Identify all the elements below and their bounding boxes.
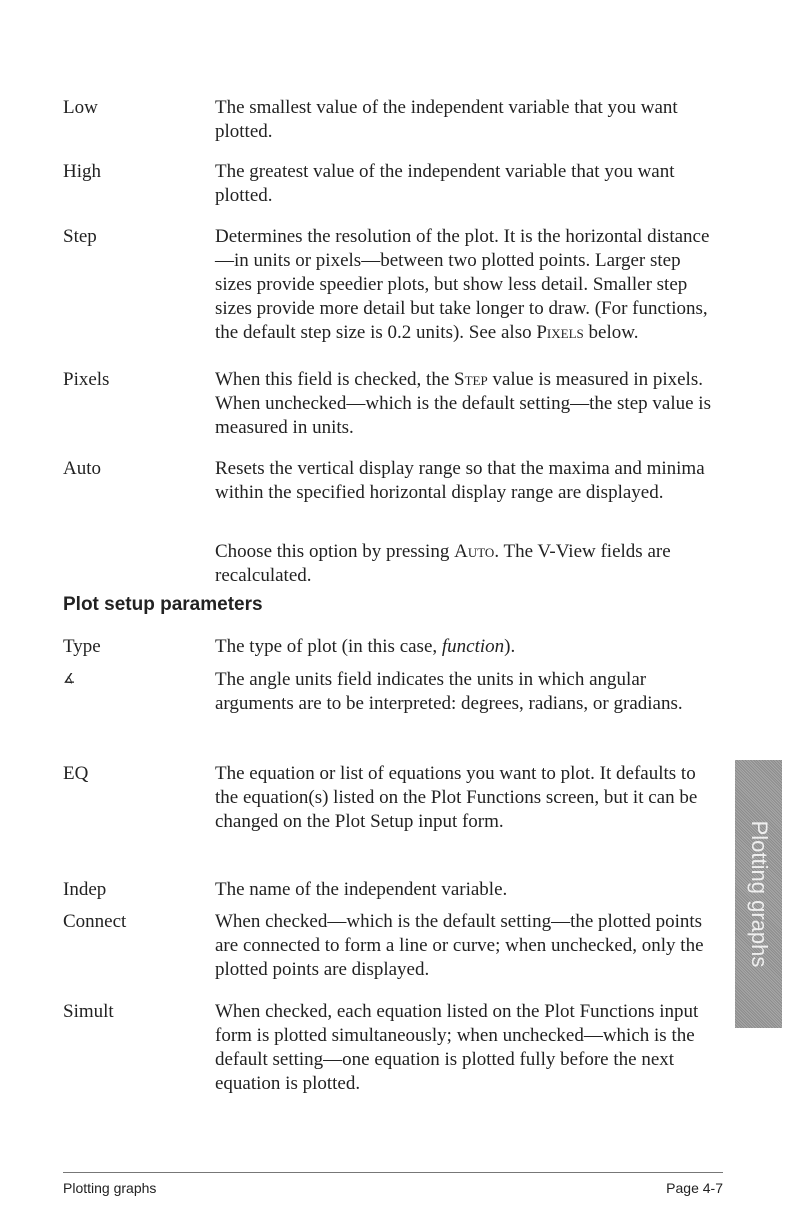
description: The name of the independent variable. xyxy=(215,879,508,900)
description xyxy=(215,225,715,345)
term: Pixels xyxy=(63,369,110,390)
description: The angle units field indicates the units in which angular arguments are to be interpreted: degrees, radians, or gradians. xyxy=(215,669,683,714)
description xyxy=(215,635,715,659)
chapter-tab-label: Plotting graphs xyxy=(746,820,772,968)
desc-end: below. xyxy=(583,322,639,343)
desc-text: The type of plot (in this case, xyxy=(215,636,442,657)
term: Auto xyxy=(63,458,101,479)
description: The smallest value of the independent variable that you want plotted. xyxy=(215,97,678,142)
term: Simult xyxy=(63,1001,114,1022)
note-text xyxy=(215,540,715,588)
description: The equation or list of equations you want to plot. It defaults to the equation(s) listed on the Plot Functions screen, but it can be changed on the Plot Setup input form. xyxy=(215,763,698,832)
desc-end: ). xyxy=(504,636,516,657)
desc-text: Determines the resolution of the plot. It is the horizontal distance—in units or pixels—between two plotted points. Larger step sizes provide speedier plots, but show less detail. Smaller step sizes provide more detail but take longer to draw. (For functions, the default step size is 0.2 units). See also xyxy=(215,226,710,343)
term: High xyxy=(63,161,101,182)
footer-chapter: Plotting graphs xyxy=(63,1180,157,1196)
term: Low xyxy=(63,97,98,118)
term: Step xyxy=(63,226,97,247)
description: When checked—which is the default setting—the plotted points are connected to form a line or curve; when unchecked, only the plotted points are displayed. xyxy=(215,911,704,980)
step-ref: Step xyxy=(454,369,488,390)
angle-icon: ∡ xyxy=(63,672,76,687)
section-heading: Plot setup parameters xyxy=(63,594,263,615)
auto-key: Auto xyxy=(454,541,495,562)
note-post: . The V-View fields are recalculated. xyxy=(215,541,671,586)
note-pre: Choose this option by pressing xyxy=(215,541,455,562)
description: Resets the vertical display range so that the maxima and minima within the specified horizontal display range are displayed. xyxy=(215,458,705,503)
term: Type xyxy=(63,636,101,657)
term: Indep xyxy=(63,879,107,900)
desc-italic: function xyxy=(441,636,505,657)
term: EQ xyxy=(63,763,89,784)
chapter-tab xyxy=(735,760,782,1028)
description: When checked, each equation listed on the Plot Functions input form is plotted simultaneously; when unchecked—which is the default setting—one equation is plotted fully before the next equation is plotted. xyxy=(215,1001,699,1094)
footer-divider xyxy=(63,1172,723,1173)
pixels-ref: Pixels xyxy=(536,322,584,343)
description: The greatest value of the independent variable that you want plotted. xyxy=(215,161,675,206)
desc-text: value is measured in pixels. When unchecked—which is the default setting—the step value is measured in units. xyxy=(215,369,711,438)
term: Connect xyxy=(63,911,127,932)
footer-page-number: Page 4-7 xyxy=(666,1180,723,1196)
desc-pre: When this field is checked, the xyxy=(215,369,455,390)
description xyxy=(215,368,715,440)
